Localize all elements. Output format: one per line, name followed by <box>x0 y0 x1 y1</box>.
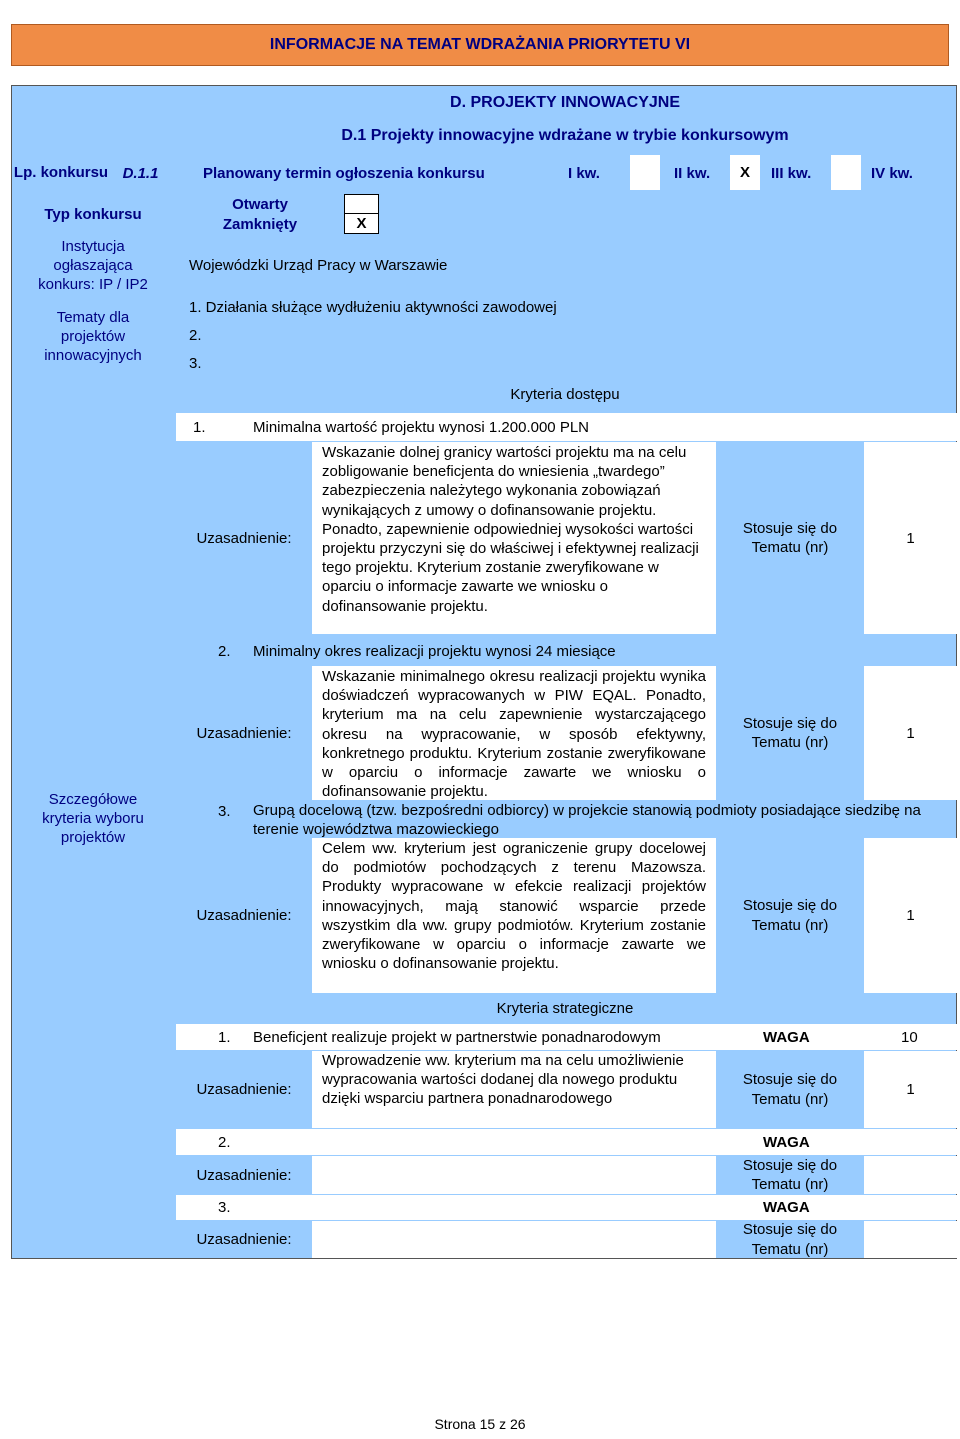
access-criterion-3-justification-label: Uzasadnienie: <box>196 907 292 924</box>
strategic-criterion-2-topic <box>864 1156 957 1194</box>
access-criterion-2-justification: Wskazanie minimalnego okresu realizacji projektu wynika doświadczeń wypracowanych w PIW EQAL. Ponadto, kryterium ma na celu zapewnienie wystarczającego okresu na wypracowanie, w sposób efektywny, konkretnego produktu. Kryterium zostanie zweryfikowane w oparciu o informacje zawarte we wniosku o dofinansowanie projektu. <box>312 666 716 800</box>
label-tematy: Tematy dla projektów innowacyjnych <box>44 308 142 364</box>
quarter-3-checkbox[interactable] <box>831 155 861 190</box>
type-open-checkbox[interactable] <box>344 194 379 214</box>
priority-banner <box>11 24 949 66</box>
access-criterion-3-topic: 1 <box>864 838 957 993</box>
strategic-criterion-1-applies-label: Stosuje się do Tematu (nr) <box>742 1071 838 1108</box>
strategic-criterion-1-justification: Wprowadzenie ww. kryterium ma na celu umożliwienie wypracowania wartości dodanej dla nowego produktu dzięki wsparciu partnera ponadnarodowego <box>312 1051 716 1128</box>
competition-number: D.1.1 <box>122 164 159 182</box>
topic-2: 2. <box>189 326 202 344</box>
strategic-criterion-3-applies-label: Stosuje się do Tematu (nr) <box>742 1221 838 1258</box>
access-criterion-1-justification-label: Uzasadnienie: <box>196 529 292 547</box>
label-instytucja: Instytucja ogłaszająca konkurs: IP / IP2 <box>38 237 148 293</box>
quarter-2-label: II kw. <box>674 164 711 182</box>
subsection-title: D.1 Projekty innowacyjne wdrażane w trybie konkursowym <box>341 127 789 144</box>
label-typ-konkursu: Typ konkursu <box>44 205 142 223</box>
strategic-criterion-1-justification-label: Uzasadnienie: <box>196 1081 292 1098</box>
strategic-criterion-2-justification-label: Uzasadnienie: <box>196 1166 292 1184</box>
strategic-criterion-2-justification <box>312 1156 716 1194</box>
access-criterion-3-applies-label: Stosuje się do Tematu (nr) <box>742 897 838 934</box>
label-kryteria: Szczegółowe kryteria wyboru projektów <box>42 790 144 846</box>
term-label: Planowany termin ogłoszenia konkursu <box>203 164 485 182</box>
strategic-criterion-1-topic: 1 <box>864 1051 957 1128</box>
access-criterion-2-applies-label: Stosuje się do Tematu (nr) <box>742 714 838 751</box>
type-closed-checkbox[interactable]: X <box>344 213 379 234</box>
access-criterion-2-title: Minimalny okres realizacji projektu wynosi 24 miesiące <box>253 642 616 660</box>
strategic-criterion-2-title-row <box>176 1129 957 1155</box>
strategic-criterion-1-title: Beneficjent realizuje projekt w partnerstwie ponadnarodowym <box>253 1028 661 1046</box>
access-criterion-1-number: 1. <box>193 418 206 436</box>
banner-title: INFORMACJE NA TEMAT WDRAŻANIA PRIORYTETU VI <box>269 36 691 53</box>
strategic-criterion-3-title-row <box>176 1195 957 1220</box>
access-criterion-1-justification: Wskazanie dolnej granicy wartości projektu ma na celu zobligowanie beneficjenta do wniesienia „twardego” zabezpieczenia należytego wykonania zobowiązań wynikających z umowy o dofinansowanie projektu. Ponadto, zapewnienie odpowiedniej wysokości wartości projektu przyczyni się do właściwej i efektywnej realizacji tego projektu. Kryterium zostanie zweryfikowane w oparciu o informacje zawarte we wniosku o dofinansowanie projektu. <box>312 442 716 634</box>
access-criterion-2-justification-label: Uzasadnienie: <box>196 724 292 742</box>
type-closed-label: Zamknięty <box>222 215 298 233</box>
access-criterion-2-number: 2. <box>218 642 231 660</box>
institution-name: Wojewódzki Urząd Pracy w Warszawie <box>189 256 448 274</box>
access-criterion-3-title: Grupą docelową (tzw. bezpośredni odbiorcy) w projekcie stanowią podmioty posiadające siedzibę na terenie województwa mazowieckiego <box>253 802 921 839</box>
quarter-2-checkbox[interactable]: X <box>730 155 760 190</box>
quarter-3-label: III kw. <box>771 164 812 182</box>
access-criterion-1-title: Minimalna wartość projektu wynosi 1.200.000 PLN <box>253 418 589 436</box>
access-criterion-3-number: 3. <box>218 802 231 820</box>
access-criteria-header: Kryteria dostępu <box>510 385 620 403</box>
strategic-criterion-3-topic <box>864 1221 957 1258</box>
strategic-criterion-1-weight-label: WAGA <box>763 1028 810 1046</box>
strategic-criterion-3-justification-label: Uzasadnienie: <box>196 1231 292 1248</box>
section-title: D. PROJEKTY INNOWACYJNE <box>450 94 680 111</box>
strategic-criterion-2-applies-label: Stosuje się do Tematu (nr) <box>742 1156 838 1193</box>
quarter-4-label: IV kw. <box>871 164 913 182</box>
strategic-criterion-2-weight-label: WAGA <box>763 1133 810 1151</box>
access-criterion-1-topic: 1 <box>864 442 957 634</box>
access-criterion-2-topic: 1 <box>864 666 957 800</box>
access-criterion-1-applies-label: Stosuje się do Tematu (nr) <box>742 519 838 556</box>
strategic-criterion-1-number: 1. <box>218 1028 231 1046</box>
strategic-criterion-3-justification <box>312 1221 716 1258</box>
access-criterion-3-justification: Celem ww. kryterium jest ograniczenie grupy docelowej do podmiotów pochodzących z terenu Mazowsza. Produkty wypracowane w efekcie realizacji projektów innowacyjnych, mają stanowić wsparcie przede wszystkim dla ww. grupy podmiotów. Kryterium zostanie zweryfikowane w oparciu o informacje zawarte we wniosku o dofinansowanie projektu. <box>312 838 716 993</box>
label-lp-konkursu: Lp. konkursu <box>13 164 109 181</box>
page-footer: Strona 15 z 26 <box>434 1416 526 1432</box>
type-open-label: Otwarty <box>232 195 288 213</box>
topic-1: 1. Działania służące wydłużeniu aktywności zawodowej <box>189 298 557 316</box>
strategic-criteria-header: Kryteria strategiczne <box>496 999 634 1017</box>
quarter-1-checkbox[interactable] <box>630 155 660 190</box>
quarter-1-label: I kw. <box>568 164 600 182</box>
strategic-criterion-3-weight-label: WAGA <box>763 1198 810 1216</box>
strategic-criterion-1-weight: 10 <box>901 1028 918 1046</box>
topic-3: 3. <box>189 354 202 372</box>
strategic-criterion-3-number: 3. <box>218 1198 231 1216</box>
strategic-criterion-2-number: 2. <box>218 1133 231 1151</box>
